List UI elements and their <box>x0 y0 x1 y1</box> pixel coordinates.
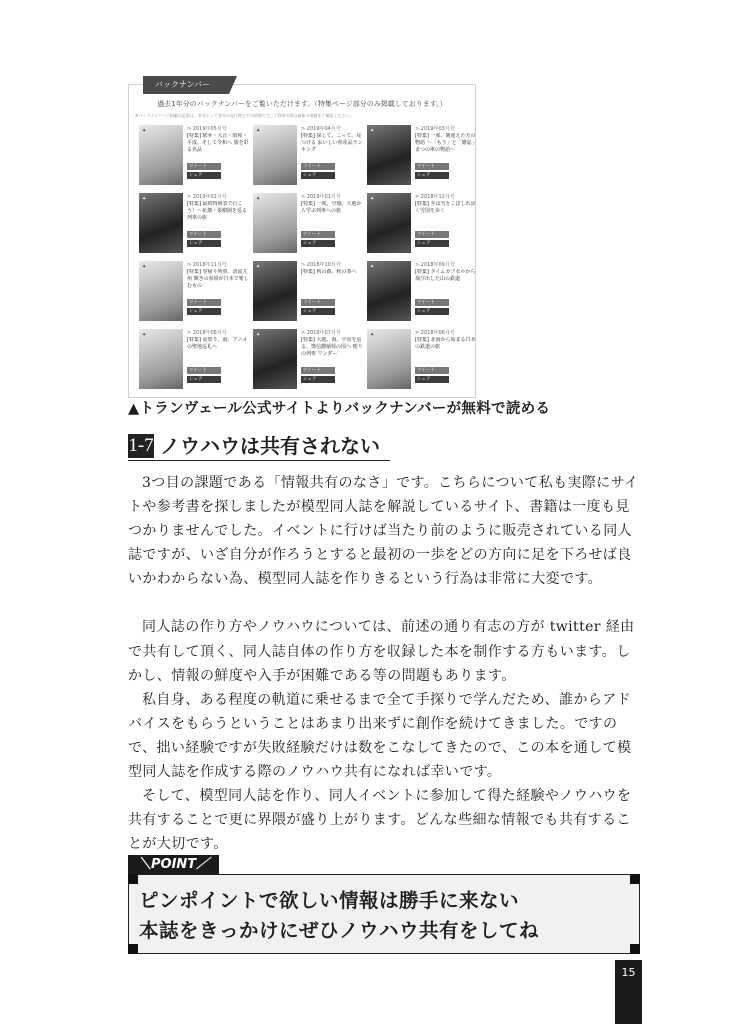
backnumber-intro: 過去1年分のバックナンバーをご覧いただけます。（特集ページ部分のみ掲載しております。） <box>157 100 447 108</box>
paragraph: そして、模型同人誌を作り、同人イベントに参加して得た経験やノウハウを共有することで更に界隈が盛り上がります。どんな些細な情報でも共有することが大切です。 <box>128 788 632 853</box>
issue-title: [特集] 一度、間違えた方の物語 〜「もう」と「雑誌」まつの車の物語〜 <box>415 133 477 153</box>
share-button[interactable]: シェア <box>187 376 221 383</box>
point-box <box>128 874 640 954</box>
issue-title: [特集] 駅弁・大正・昭和・平成、そして令和へ 旅を彩る名品 <box>187 133 249 153</box>
page-number: 15 <box>621 966 636 979</box>
tweet-button[interactable]: ツイート <box>187 231 221 238</box>
issue-title: [特集] 夏祭り、港、アニメの聖地巡礼へ <box>187 337 248 350</box>
issue-date-link[interactable]: > 2019年01月号 <box>301 194 341 200</box>
issue-card[interactable] <box>139 193 249 257</box>
issue-meta <box>301 193 363 247</box>
cover-masthead-icon: ✦ <box>370 128 375 134</box>
issue-cover-image[interactable] <box>367 193 411 253</box>
backnumber-note: ※バックナンバーに掲載の記事は、季刊として各号の発行時点での情報です。ご利用の際は最新の情報をご確認ください。 <box>135 113 354 118</box>
issue-card[interactable] <box>367 329 477 393</box>
issue-date-link[interactable]: > 2018年10月号 <box>301 262 341 268</box>
issue-cover-image[interactable] <box>139 125 183 185</box>
issue-title: [特集] 秋の森、秋の茶へ <box>301 269 357 275</box>
backnumber-tab: バックナンバー <box>143 76 229 94</box>
share-button[interactable]: シェア <box>415 240 449 247</box>
cover-masthead-icon: ✦ <box>142 264 147 270</box>
issue-card[interactable] <box>253 329 363 393</box>
cover-masthead-icon: ✦ <box>370 332 375 338</box>
cover-masthead-icon: ✦ <box>142 128 147 134</box>
issue-meta <box>301 125 363 179</box>
cover-masthead-icon: ✦ <box>142 196 147 202</box>
issue-title: [特集] 大地、海、宇宙を巡る、奥信濃稲荷の国へ 便りの列車 ワンダー <box>301 337 363 357</box>
issue-meta <box>187 261 249 315</box>
issue-card[interactable] <box>367 125 477 189</box>
share-button[interactable]: シェア <box>301 308 335 315</box>
corner-mark <box>128 944 138 954</box>
tweet-button[interactable]: ツイート <box>415 367 449 374</box>
issue-date-link[interactable]: > 2018年09月号 <box>415 262 455 268</box>
issue-meta <box>301 329 363 383</box>
issue-card[interactable] <box>253 125 363 189</box>
share-button[interactable]: シェア <box>187 240 221 247</box>
share-button[interactable]: シェア <box>415 172 449 179</box>
issue-card[interactable] <box>139 329 249 393</box>
share-button[interactable]: シェア <box>187 308 221 315</box>
issue-meta <box>301 261 363 315</box>
issue-date-link[interactable]: > 2018年07月号 <box>301 330 341 336</box>
tweet-button[interactable]: ツイート <box>187 163 221 170</box>
paragraph: 私自身、ある程度の軌道に乗せるまで全て手探りで学んだため、誰からアドバイスをもらうということはあまり出来ずに創作を続けてきました。ですので、拙い経験ですが失敗経験だけは数をこなしてきたので、この本を通して模型同人誌を作成する際のノウハウ共有になれば幸いです。 <box>128 691 632 781</box>
issue-cover-image[interactable] <box>139 261 183 321</box>
cover-masthead-icon: ✦ <box>370 196 375 202</box>
issue-title: [特集] 探して。こって、見つける おいしい県産品ランキング <box>301 133 363 153</box>
share-button[interactable]: シェア <box>301 172 335 179</box>
tweet-button[interactable]: ツイート <box>301 299 335 306</box>
issue-title: [特集] 最終時刻表で行こう！〜花畑・果樹園を巡る列車の旅 <box>187 201 248 221</box>
share-button[interactable]: シェア <box>301 376 335 383</box>
issue-meta <box>415 329 477 383</box>
share-button[interactable]: シェア <box>187 172 221 179</box>
corner-mark <box>128 874 138 884</box>
issue-meta <box>187 193 249 247</box>
share-button[interactable]: シェア <box>301 240 335 247</box>
issue-cover-image[interactable] <box>367 329 411 389</box>
issue-title: [特集] 里帰り列車、清流九州 輝きの県境が日本で楽しむもの <box>187 269 249 289</box>
issue-card[interactable] <box>139 261 249 325</box>
issue-date-link[interactable]: > 2019年05月号 <box>187 126 227 132</box>
cover-masthead-icon: ✦ <box>256 332 261 338</box>
issue-date-link[interactable]: > 2018年11月号 <box>187 262 227 268</box>
issue-title: [特集] 冬は雪をこぼしれ歩く雪国を歩く <box>415 201 476 214</box>
issue-meta <box>415 125 477 179</box>
section-number: 1-7 <box>128 435 154 456</box>
cover-masthead-icon: ✦ <box>256 264 261 270</box>
cover-masthead-icon: ✦ <box>256 128 261 134</box>
share-button[interactable]: シェア <box>415 308 449 315</box>
tweet-button[interactable]: ツイート <box>415 163 449 170</box>
issue-meta <box>187 329 249 383</box>
section-title: ノウハウは共有されない <box>160 434 380 458</box>
issue-date-link[interactable]: > 2018年06月号 <box>415 330 455 336</box>
tweet-button[interactable]: ツイート <box>301 367 335 374</box>
issue-card[interactable] <box>253 193 363 257</box>
issue-cover-image[interactable] <box>253 193 297 253</box>
issue-cover-image[interactable] <box>367 261 411 321</box>
issue-date-link[interactable]: > 2019年02月号 <box>187 194 227 200</box>
tweet-button[interactable]: ツイート <box>415 299 449 306</box>
point-line-2: 本誌をきっかけにぜひノウハウ共有をしてね <box>139 919 540 942</box>
issue-title: [特集] タイムカプセルから飛び出した山の鉄道 <box>415 269 476 282</box>
point-label: ＼POINT／ <box>128 855 219 874</box>
share-button[interactable]: シェア <box>415 376 449 383</box>
tweet-button[interactable]: ツイート <box>301 231 335 238</box>
issue-meta <box>415 193 477 247</box>
cover-masthead-icon: ✦ <box>142 332 147 338</box>
issue-cover-image[interactable] <box>367 125 411 185</box>
backnumber-screenshot <box>128 80 477 398</box>
issue-card[interactable] <box>367 193 477 257</box>
tweet-button[interactable]: ツイート <box>187 299 221 306</box>
issue-date-link[interactable]: > 2018年12月号 <box>415 194 455 200</box>
body-text <box>128 471 642 856</box>
issue-date-link[interactable]: > 2018年08月号 <box>187 330 227 336</box>
tweet-button[interactable]: ツイート <box>187 367 221 374</box>
issue-cover-image[interactable] <box>253 261 297 321</box>
issue-card[interactable] <box>253 261 363 325</box>
issue-card[interactable] <box>367 261 477 325</box>
issue-date-link[interactable]: > 2019年03月号 <box>415 126 455 132</box>
issue-meta <box>415 261 477 315</box>
issue-title: [特集] 一度、空感。大地から学ぶ列車への旅 <box>301 201 362 214</box>
cover-masthead-icon: ✦ <box>256 196 261 202</box>
corner-mark <box>630 874 640 884</box>
issue-cover-image[interactable] <box>139 329 183 389</box>
issue-title: [特集] 北海から始まる日本の鉄道の旅 <box>415 337 476 350</box>
issue-card[interactable] <box>139 125 249 189</box>
tweet-button[interactable]: ツイート <box>301 163 335 170</box>
section-heading <box>128 432 390 461</box>
paragraph: 3つ目の課題である「情報共有のなさ」です。こちらについて私も実際にサイトや参考書を探しましたが模型同人誌を解説しているサイト、書籍は一度も見つかりませんでした。イベントに行けば当たり前のように販売されている同人誌ですが、いざ自分が作ろうとすると最初の一歩をどの方向に足を下ろせば良いかわからない為、模型同人誌を作りきるという行為は非常に大変です。 <box>128 475 639 588</box>
issue-cover-image[interactable] <box>253 329 297 389</box>
issue-cover-image[interactable] <box>253 125 297 185</box>
tweet-button[interactable]: ツイート <box>415 231 449 238</box>
issue-date-link[interactable]: > 2019年04月号 <box>301 126 341 132</box>
issue-meta <box>187 125 249 179</box>
cover-masthead-icon: ✦ <box>370 264 375 270</box>
paragraph: 同人誌の作り方やノウハウについては、前述の通り有志の方が twitter 経由で共有して頂く、同人誌自体の作り方を収録した本を制作する方もいます。しかし、情報の鮮度や入手が困難である等の問題もあります。 <box>128 619 635 684</box>
corner-mark <box>630 944 640 954</box>
issue-cover-image[interactable] <box>139 193 183 253</box>
figure-caption: ▲トランヴェール公式サイトよりバックナンバーが無料で読める <box>128 400 551 417</box>
page-number-bar <box>615 960 642 1024</box>
point-line-1: ピンポイントで欲しい情報は勝手に来ない <box>139 889 520 912</box>
